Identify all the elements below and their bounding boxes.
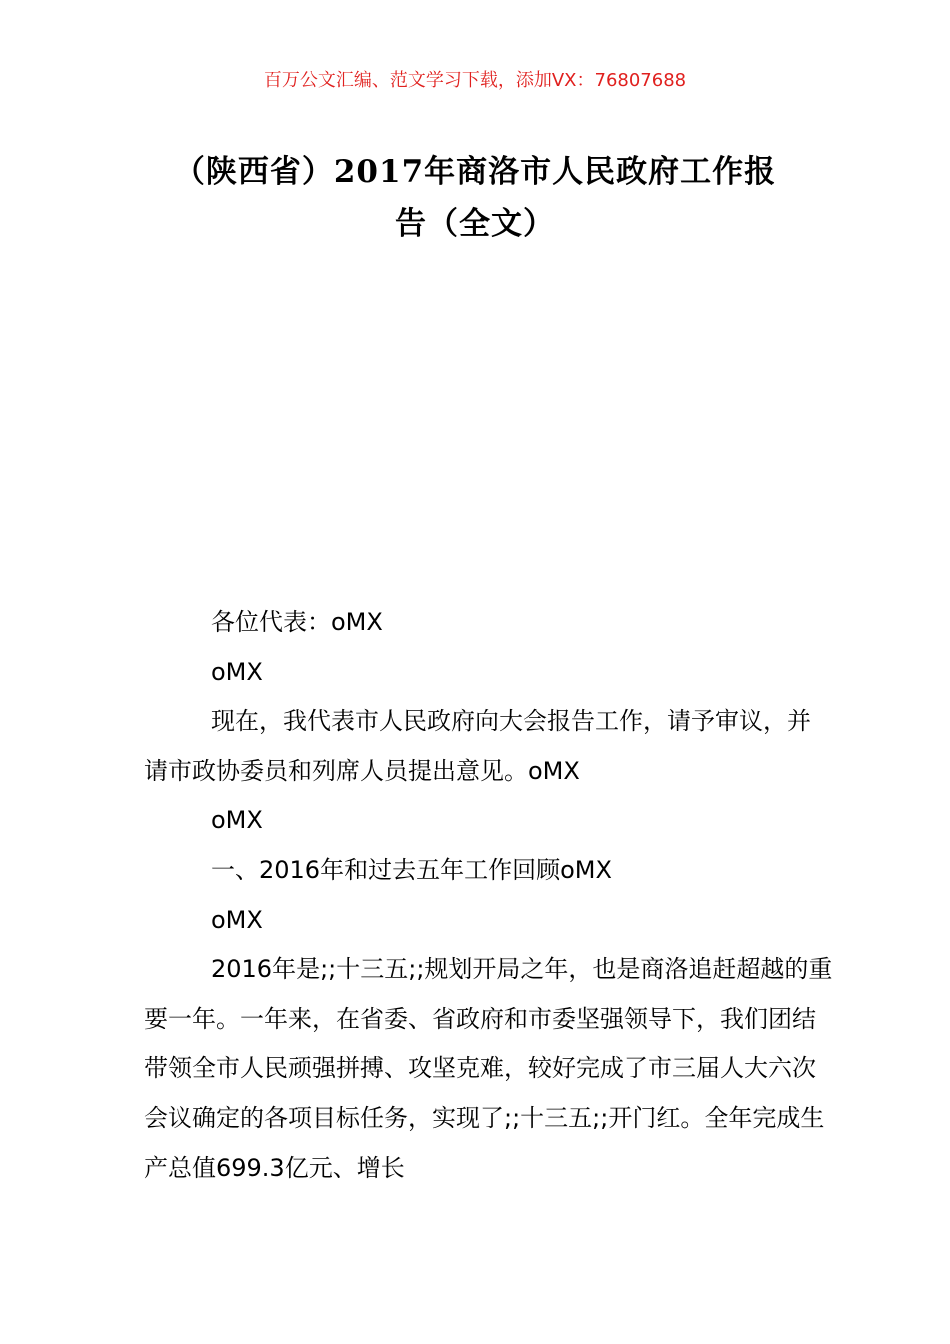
paragraph-marker: oMX [211,657,263,686]
document-title [140,146,810,250]
title-line-2: 告（全文） [395,206,555,242]
paragraph-salutation: 各位代表：oMX [211,608,383,636]
paragraph-intro: 现在，我代表市人民政府向大会报告工作，请予审议，并请市政协委员和列席人员提出意见。oMX [144,707,811,785]
header-watermark-note: 百万公文汇编、范文学习下载，添加VX：76807688 [263,70,687,91]
paragraph-marker: oMX [211,905,263,934]
document-body [144,598,834,1193]
paragraph-marker: oMX [211,806,263,835]
paragraph-2016-summary: 2016年是;;十三五;;规划开局之年，也是商洛追赶超越的重要一年。一年来，在省委、省政府和市委坚强领导下，我们团结带领全市人民顽强拼搏、攻坚克难，较好完成了市三届人大六次会议确定的各项目标任务，实现了;;十三五;;开门红。全年完成生产总值699.3亿元、增长 [144,955,833,1182]
section-heading-review: 一、2016年和过去五年工作回顾oMX [211,855,612,884]
title-line-1: （陕西省）2017年商洛市人民政府工作报 [173,154,777,190]
